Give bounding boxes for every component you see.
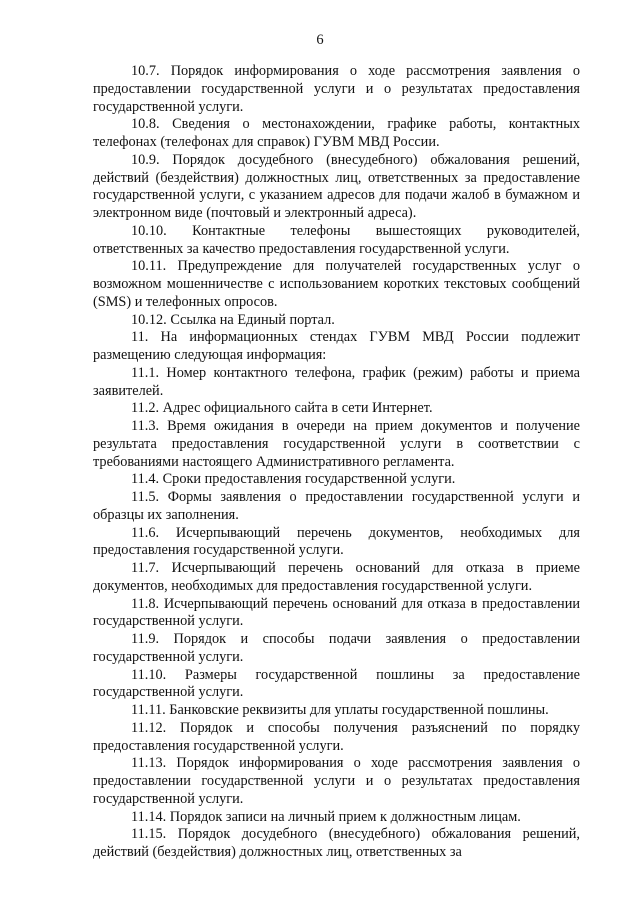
paragraph-11-13: 11.13. Порядок информирования о ходе рассмотрения заявления о предоставлении государственной услуги и о результатах предоставления государственной услуги. <box>93 755 580 807</box>
paragraph-11-5: 11.5. Формы заявления о предоставлении государственной услуги и образцы их заполнения. <box>93 489 580 523</box>
paragraph-11-4: 11.4. Сроки предоставления государственной услуги. <box>131 471 456 488</box>
paragraph-10-11: 10.11. Предупреждение для получателей государственных услуг о возможном мошенничестве с использованием коротких текстовых сообщений (SMS) и телефонных опросов. <box>93 258 580 310</box>
paragraph-11-14: 11.14. Порядок записи на личный прием к должностным лицам. <box>131 808 521 825</box>
paragraph-11-10: 11.10. Размеры государственной пошлины за предоставление государственной услуги. <box>93 666 580 701</box>
paragraph-11-2: 11.2. Адрес официального сайта в сети Интернет. <box>131 400 433 417</box>
paragraph-11-7: 11.7. Исчерпывающий перечень оснований для отказа в приеме документов, необходимых для предоставления государственной услуги. <box>93 560 580 594</box>
paragraph-11-3: 11.3. Время ожидания в очереди на прием документов и получение результата предоставления государственной услуги в соответствии с требованиями настоящего Административного регламента. <box>93 418 580 470</box>
paragraph-10-7: 10.7. Порядок информирования о ходе рассмотрения заявления о предоставлении государственной услуги и о результатах предоставления государственной услуги. <box>93 63 580 115</box>
paragraph-11-11: 11.11. Банковские реквизиты для уплаты государственной пошлины. <box>131 702 549 718</box>
paragraph-11-9: 11.9. Порядок и способы подачи заявления о предоставлении государственной услуги. <box>93 631 580 665</box>
paragraph-10-10: 10.10. Контактные телефоны вышестоящих руководителей, ответственных за качество предоставления государственной услуги. <box>93 222 580 257</box>
paragraph-11-15: 11.15. Порядок досудебного (внесудебного) обжалования решений, действий (бездействия) должностных лиц, ответственных за <box>93 826 580 860</box>
paragraph-10-8: 10.8. Сведения о местонахождении, графике работы, контактных телефонах (телефонах для справок) ГУВМ МВД России. <box>93 116 580 150</box>
page-number: 6 <box>316 32 324 48</box>
paragraph-10-12: 10.12. Ссылка на Единый портал. <box>131 311 335 328</box>
paragraph-10-9: 10.9. Порядок досудебного (внесудебного) обжалования решений, действий (бездействия) должностных лиц, ответственных за предоставление государственной услуги, с указанием адресов для подачи жалоб в бумажном и электронном виде (почтовый и электронный адреса). <box>93 151 580 221</box>
paragraph-11-6: 11.6. Исчерпывающий перечень документов, необходимых для предоставления государственной услуги. <box>93 524 580 559</box>
document-body <box>93 63 580 862</box>
paragraph-11-8: 11.8. Исчерпывающий перечень оснований для отказа в предоставлении государственной услуги. <box>93 595 580 630</box>
paragraph-11: 11. На информационных стендах ГУВМ МВД России подлежит размещению следующая информация: <box>93 329 580 363</box>
paragraph-11-1: 11.1. Номер контактного телефона, график (режим) работы и приема заявителей. <box>93 364 580 399</box>
paragraph-11-12: 11.12. Порядок и способы получения разъяснений по порядку предоставления государственной услуги. <box>93 719 580 754</box>
